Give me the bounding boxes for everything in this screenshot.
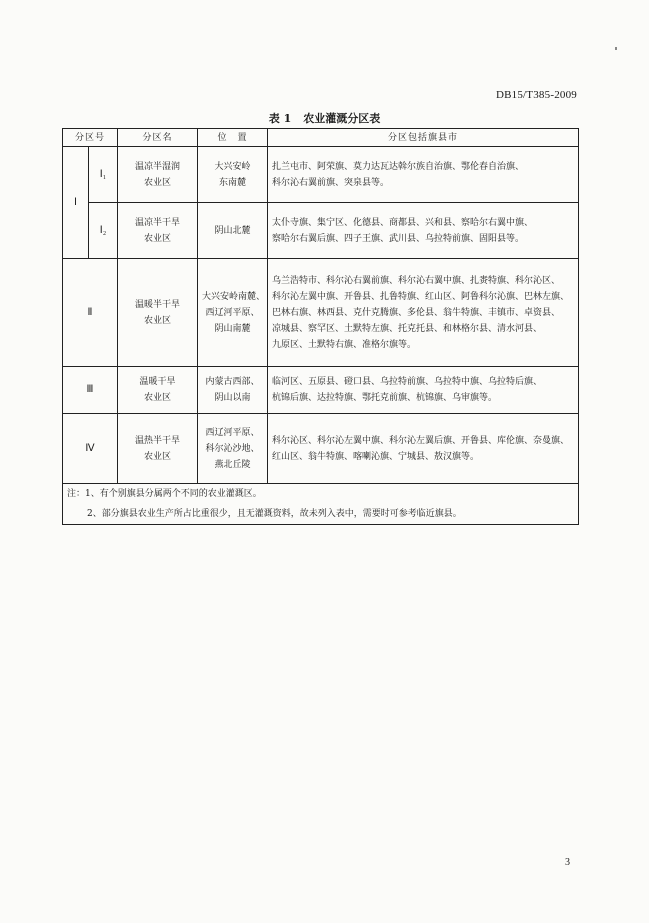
table-notes (63, 484, 579, 525)
subzone-code: Ⅰ₁ (89, 147, 118, 203)
table-row (63, 147, 579, 203)
table-row (63, 203, 579, 259)
zone-name (118, 203, 198, 259)
zone-location (198, 367, 268, 414)
location-line: 大兴安岭南麓、 (202, 291, 266, 302)
table-title (0, 110, 649, 126)
zone-name (118, 367, 198, 414)
location-line: 阴山北麓 (214, 225, 251, 236)
header-location: 位 置 (198, 129, 268, 147)
county-line: 察哈尔右翼后旗、四子王旗、武川县、乌拉特前旗、固阳县等。 (272, 233, 525, 244)
location-line: 大兴安岭 (214, 161, 251, 172)
table-header-row (63, 129, 579, 147)
zone-name (118, 414, 198, 484)
location-line: 西辽河平原、 (205, 307, 260, 318)
county-line: 科尔沁区、科尔沁左翼中旗、科尔沁左翼后旗、开鲁县、库伦旗、奈曼旗、 (272, 435, 570, 446)
zone-code: Ⅱ (63, 259, 118, 367)
zone-name-line: 温热半干旱 (135, 435, 181, 446)
zone-code: Ⅲ (63, 367, 118, 414)
county-line: 巴林右旗、林西县、克什克腾旗、多伦县、翁牛特旗、丰镇市、卓资县、 (272, 307, 561, 318)
county-line: 科尔沁左翼中旗、开鲁县、扎鲁特旗、红山区、阿鲁科尔沁旗、巴林左旗、 (272, 291, 570, 302)
zone-location (198, 259, 268, 367)
zone-counties (268, 259, 579, 367)
zone-name (118, 147, 198, 203)
county-line: 扎兰屯市、阿荣旗、莫力达瓦达斡尔族自治旗、鄂伦春自治旗、 (272, 161, 525, 172)
zone-name-line: 温凉半干旱 (135, 217, 181, 228)
location-line: 东南麓 (219, 177, 247, 188)
table-row (63, 414, 579, 484)
county-line: 九原区、土默特右旗、准格尔旗等。 (272, 339, 417, 350)
document-code: DB15/T385-2009 (495, 89, 577, 101)
county-line: 科尔沁右翼前旗、突泉县等。 (272, 177, 390, 188)
county-line: 乌兰浩特市、科尔沁右翼前旗、科尔沁右翼中旗、扎赉特旗、科尔沁区、 (272, 275, 561, 286)
zone-counties (268, 203, 579, 259)
zone-counties (268, 367, 579, 414)
zone-location (198, 414, 268, 484)
header-zone-code: 分区号 (63, 129, 118, 147)
zone-counties (268, 147, 579, 203)
zone-name-line: 温暖干旱 (139, 377, 176, 387)
county-line: 杭锦后旗、达拉特旗、鄂托克前旗、杭锦旗、乌审旗等。 (272, 393, 498, 403)
zone-name (118, 259, 198, 367)
county-line: 红山区、翁牛特旗、喀喇沁旗、宁城县、敖汉旗等。 (272, 451, 480, 462)
header-counties: 分区包括旗县市 (268, 129, 579, 147)
location-line: 阴山南麓 (214, 323, 251, 334)
county-line: 凉城县、察罕区、土默特左旗、托克托县、和林格尔县、清水河县、 (272, 323, 543, 334)
table-row (63, 259, 579, 367)
scan-speck (615, 47, 617, 50)
table-notes-row (63, 484, 579, 525)
zone-code: Ⅳ (63, 414, 118, 484)
note-1: 注：1、有个别旗县分属两个不同的农业灌溉区。 (67, 489, 262, 499)
zone-name-line: 农业区 (144, 177, 172, 188)
note-2: 2、部分旗县农业生产所占比重很少，且无灌溉资料，故未列入表中，需要时可参考临近旗县。 (87, 509, 462, 519)
zone-name-line: 农业区 (144, 233, 172, 244)
irrigation-zone-table (62, 128, 579, 525)
table-title-text: 农业灌溉分区表 (303, 112, 381, 125)
zone-name-line: 温暖半干旱 (135, 299, 181, 310)
zone-name-line: 农业区 (144, 393, 172, 403)
location-line: 燕北丘陵 (214, 459, 251, 470)
header-zone-name: 分区名 (118, 129, 198, 147)
county-line: 太仆寺旗、集宁区、化德县、商都县、兴和县、察哈尔右翼中旗、 (272, 217, 534, 228)
zone-name-line: 农业区 (144, 451, 172, 462)
table-number: 表 1 (268, 112, 292, 125)
page-number: 3 (565, 857, 570, 868)
location-line: 科尔沁沙地、 (205, 443, 260, 454)
zone-counties (268, 414, 579, 484)
zone-code: Ⅰ (63, 147, 89, 259)
subzone-code: Ⅰ₂ (89, 203, 118, 259)
table-row (63, 367, 579, 414)
zone-name-line: 温凉半湿润 (135, 161, 181, 172)
county-line: 临河区、五原县、磴口县、乌拉特前旗、乌拉特中旗、乌拉特后旗、 (272, 377, 543, 387)
zone-name-line: 农业区 (144, 315, 172, 326)
location-line: 西辽河平原、 (205, 427, 260, 438)
location-line: 内蒙古西部、 (205, 377, 260, 387)
zone-location (198, 147, 268, 203)
zone-location (198, 203, 268, 259)
location-line: 阴山以南 (214, 393, 251, 403)
